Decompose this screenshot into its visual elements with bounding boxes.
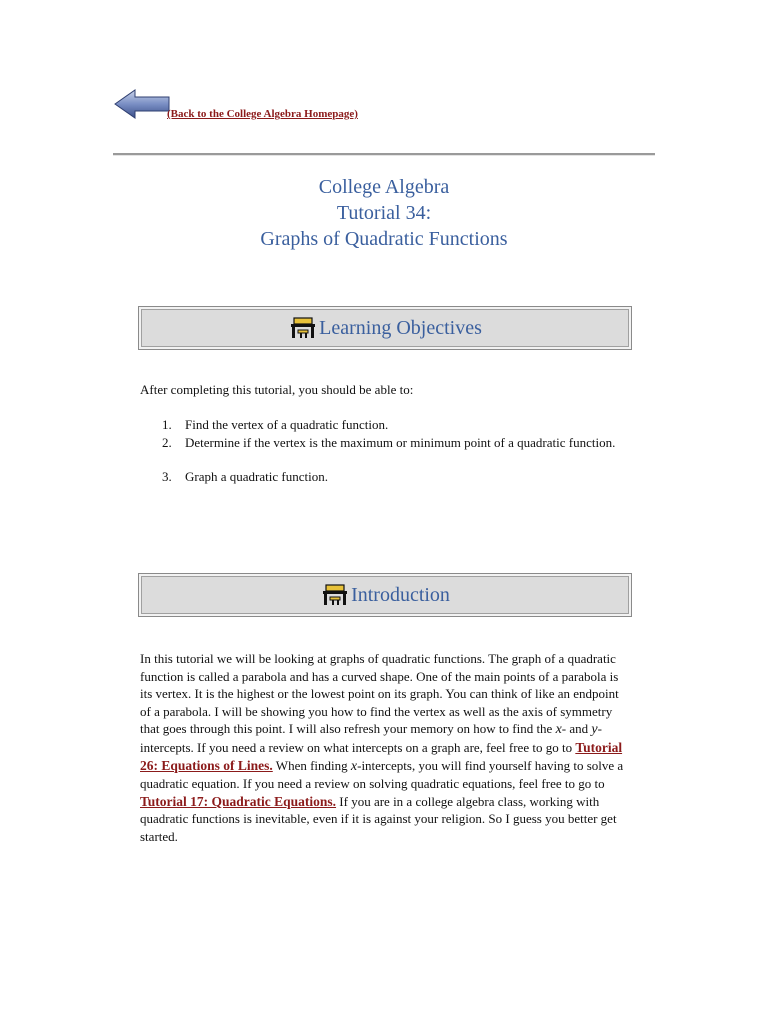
course-title: College Algebra bbox=[318, 176, 450, 198]
objectives-heading: Learning Objectives bbox=[319, 316, 482, 339]
divider bbox=[113, 153, 655, 156]
list-item: 1. Find the vertex of a quadratic function. bbox=[162, 417, 389, 432]
list-item: 3. Graph a quadratic function. bbox=[162, 469, 328, 485]
back-to-homepage-link[interactable]: (Back to the College Algebra Homepage) bbox=[167, 108, 358, 120]
list-item: 2. Determine if the vertex is the maximum or minimum point of a quadratic function. bbox=[162, 434, 616, 450]
page-title: Graphs of Quadratic Functions bbox=[260, 228, 508, 250]
objectives-heading-box bbox=[138, 306, 632, 350]
objectives-intro: After completing this tutorial, you should be able to: bbox=[140, 382, 414, 397]
back-nav[interactable] bbox=[113, 88, 413, 122]
introduction-text: In this tutorial we will be looking at graphs of quadratic functions. The graph of a quadratic function is called a parabola and has a curved shape. One of the main points of a parabola is its vertex. It is the highest or the lowest point on its graph. You can think of like an endpoint of a parabola. I will be showing you how to find the vertex as well as the axis of symmetry that goes through this point. I will also refresh your memory on how to find the x- and y- intercepts. If you need a review on what intercepts on a graph are, feel free to go to Tutorial 26: Equations of Lines. When finding x-intercepts, you will find yourself having to solve a quadratic equation. If you need a review on solving quadratic equations, feel free to go to Tutorial 17: Quadratic Equations. If you are in a college algebra class, working with quadratic functions is inevitable, even if it is against your religion. So I guess you better get started. bbox=[140, 651, 624, 844]
left-arrow-icon[interactable] bbox=[113, 88, 171, 122]
tutorial-number: Tutorial 34: bbox=[336, 202, 432, 224]
school-desk-icon bbox=[288, 316, 318, 340]
tutorial-26-link[interactable]: Tutorial 26: Equations of Lines. bbox=[140, 739, 623, 773]
introduction-heading: Introduction bbox=[351, 583, 450, 606]
school-desk-icon bbox=[320, 583, 350, 607]
objectives-list bbox=[140, 416, 632, 486]
introduction-heading-box bbox=[138, 573, 632, 617]
tutorial-17-link[interactable]: Tutorial 17: Quadratic Equations. bbox=[140, 793, 337, 809]
